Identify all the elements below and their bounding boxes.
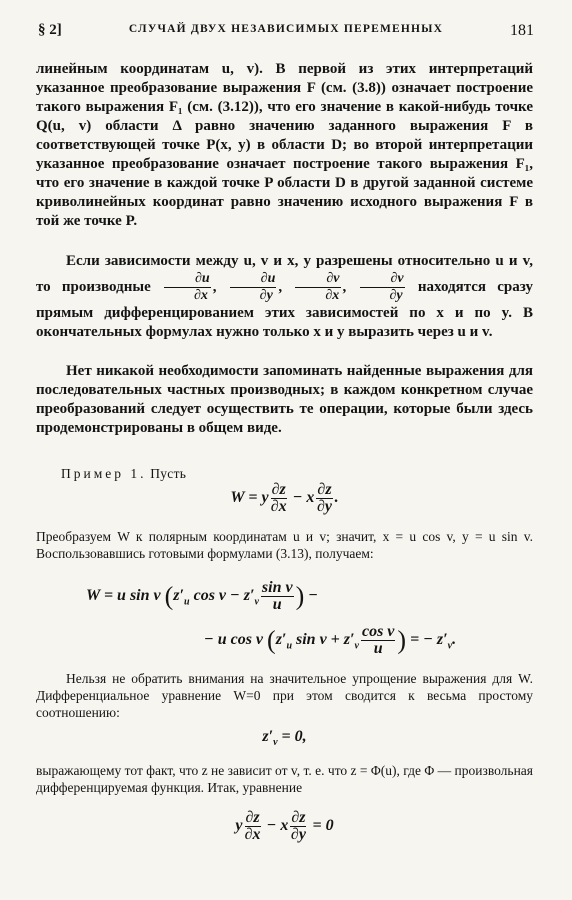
section-marker: § 2] (38, 22, 62, 38)
paragraph-2-end: находятся сразу прямым дифференцированием этих зависимостей по x и по y. В окончательных формулах нужно только x и y выразить через u и v. (36, 278, 533, 340)
derivative-dv-dx: $\frac{\partial v}{\partial x}$ (295, 271, 340, 304)
formula-w-definition: W = y $\frac{\partial z}{\partial x}$ − x $\frac{\partial z}{\partial y}$ . (230, 481, 339, 515)
example-heading (36, 465, 533, 482)
derivative-du-dx: $\frac{\partial u}{\partial x}$ (164, 271, 211, 304)
derivative-du-dy: $\frac{\partial u}{\partial y}$ (230, 271, 277, 304)
paragraph-6: выражающему тот факт, что z не зависит от v, т. е. что z = Φ(u), где Φ — произвольная дифференцируемая функция. Итак, уравнение (36, 763, 533, 795)
paragraph-3: Нет никакой необходимости запоминать найденные выражения для последовательных частных производных; в каждом конкретном случае преобразований следует осуществить те операции, которые были здесь продемонстрированы в общем виде. (36, 363, 533, 436)
running-header (38, 22, 534, 46)
page-number: 181 (510, 22, 534, 39)
example-text: Пусть (150, 466, 187, 481)
paragraph-2-start: Если зависимости между u, v и x, y разрешены относительно u и v, то производные (36, 253, 533, 295)
formula-w-polar-line1: W = u sin v ($z'_u$ $\cos v - z'_v$ $\frac{\text{sin v}}{u}$ ) − (86, 579, 318, 613)
paragraph-2: Если зависимости между u, v и x, y разрешены относительно u и v, то производные $\frac{\partial u}{\partial x}$ , $\frac{\partial u}{\partial y}$ , $\frac{\partial v}{\partial x}$ , $\frac{\partial v}{\partial y}$ находятся сразу прямым дифференцированием этих зависимостей по x и по y. В окончательных формулах нужно только x и y выразить через u и v. (36, 253, 533, 340)
formula-zv-zero: $z'_v = 0$, (262, 728, 307, 749)
formula-w-polar-line2: − u cos v ($z'_u$ $\sin v + z'_v$ $\frac{\text{cos v}}{u}$ ) = − $z'_v$. (204, 623, 457, 657)
paragraph-5: Нельзя не обратить внимания на значительное упрощение выражения для W. Дифференциальное уравнение W=0 при этом сводится к весьма простому соотношению: (36, 671, 533, 720)
example-label: Пример 1. (61, 466, 147, 481)
paragraph-4: Преобразуем W к полярным координатам u и v; значит, x = u cos v, y = u sin v. Воспользовавшись готовыми формулами (3.13), получаем: (36, 529, 533, 561)
paragraph-1: линейным координатам u, v). В первой из этих интерпретаций указанное преобразование выражения F (см. (3.8)) означает построение такого выражения F₁ (см. (3.12)), что его значение в какой-нибудь точке Q(u, v) области Δ равно значению заданного выражения F в соответствующей точке P(x, y) в области D; во второй интерпретации указанное преобразование означает построение такого выражения F₁, что его значение в каждой точке P области D в другой заданной системе криволинейных координат равно значению исходного выражения F в той же точке P. (36, 61, 533, 229)
formula-equation: y $\frac{\partial z}{\partial x}$ − x $\frac{\partial z}{\partial y}$ = 0 (235, 809, 334, 843)
derivative-dv-dy: $\frac{\partial v}{\partial y}$ (360, 271, 405, 304)
running-title: СЛУЧАЙ ДВУХ НЕЗАВИСИМЫХ ПЕРЕМЕННЫХ (128, 23, 444, 35)
